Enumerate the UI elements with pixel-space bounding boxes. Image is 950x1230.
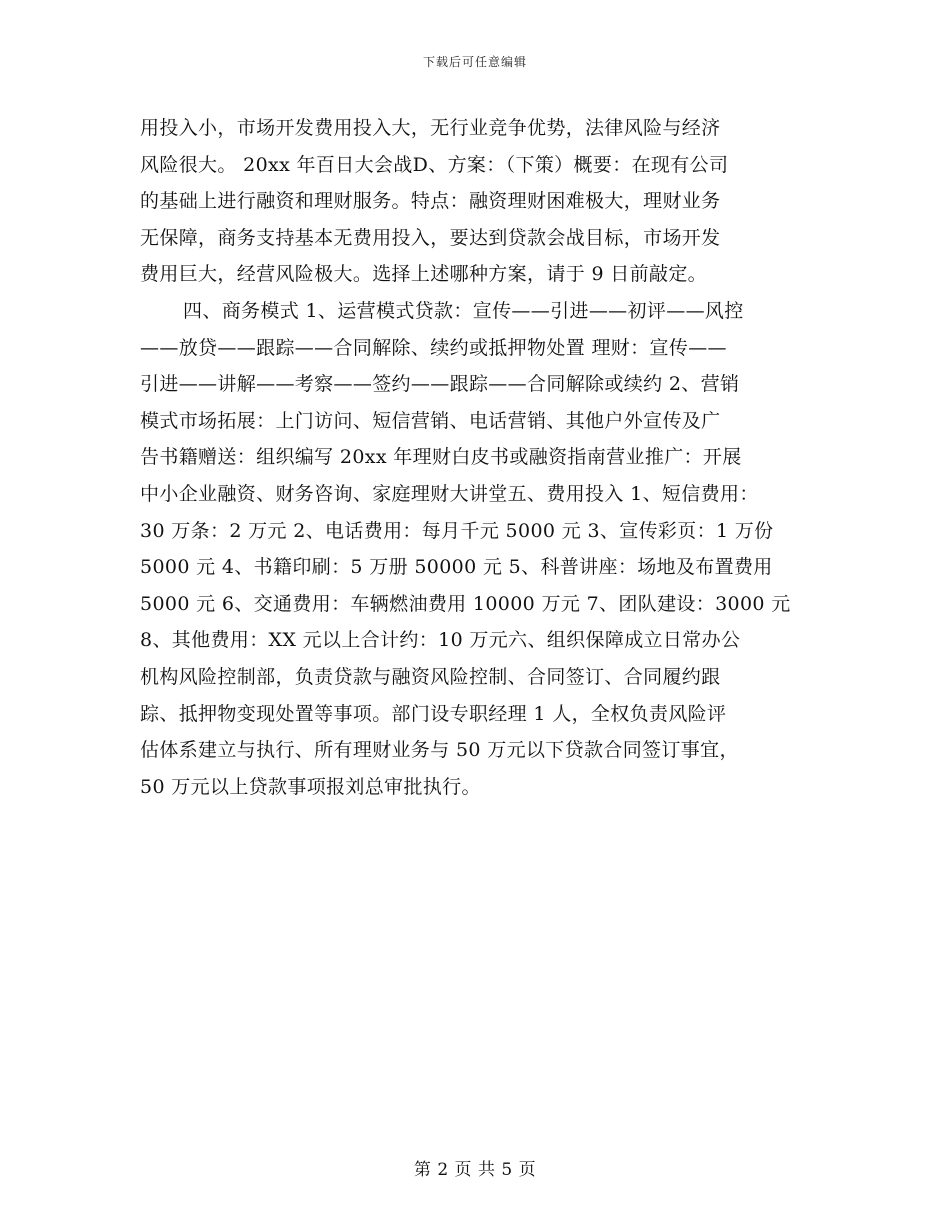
text-line: 踪、抵押物变现处置等事项。部门设专职经理 1 人，全权负责风险评 (140, 702, 727, 725)
text-line: 中小企业融资、财务咨询、家庭理财大讲堂五、费用投入 1、短信费用： (140, 482, 759, 505)
text-line: 告书籍赠送：组织编写 20xx 年理财白皮书或融资指南营业推广：开展 (140, 446, 742, 469)
text-line: 费用巨大，经营风险极大。选择上述哪种方案，请于 9 日前敲定。 (140, 263, 708, 286)
text-line: 50 万元以上贷款事项报刘总审批执行。 (140, 775, 481, 798)
document-body (140, 110, 830, 805)
text-line: ——放贷——跟踪——合同解除、续约或抵押物处置 理财：宣传—— (140, 336, 727, 359)
text-line: 30 万条：2 万元 2、电话费用：每月千元 5000 元 3、宣传彩页：1 万份 (140, 519, 774, 542)
page-header-note: 下载后可任意编辑 (422, 55, 527, 69)
text-line: 的基础上进行融资和理财服务。特点：融资理财困难极大，理财业务 (140, 190, 721, 213)
text-line: 用投入小，市场开发费用投入大，无行业竞争优势，法律风险与经济 (140, 117, 721, 139)
text-line: 风险很大。 20xx 年百日大会战D、方案：（下策）概要：在现有公司 (140, 153, 729, 176)
text-line: 引进——讲解——考察——签约——跟踪——合同解除或续约 2、营销 (140, 373, 740, 396)
text-line: 无保障，商务支持基本无费用投入，要达到贷款会战目标，市场开发 (140, 226, 721, 249)
page-number: 第 2 页 共 5 页 (413, 1160, 537, 1180)
text-line: 5000 元 4、书籍印刷：5 万册 50000 元 5、科普讲座：场地及布置费用 (140, 556, 773, 579)
text-line: 5000 元 6、交通费用：车辆燃油费用 10000 万元 7、团队建设：3000 元 (140, 592, 791, 615)
text-line: 估体系建立与执行、所有理财业务与 50 万元以下贷款合同签订事宜， (140, 739, 739, 762)
text-line: 8、其他费用：XX 元以上合计约：10 万元六、组织保障成立日常办公 (140, 629, 741, 652)
paragraph-start-line: 四、商务模式 1、运营模式贷款：宣传——引进——初评——风控 (183, 299, 744, 322)
text-line: 模式市场拓展：上门访问、短信营销、电话营销、其他户外宣传及广 (140, 409, 721, 432)
text-line: 机构风险控制部，负责贷款与融资风险控制、合同签订、合同履约跟 (140, 665, 721, 688)
